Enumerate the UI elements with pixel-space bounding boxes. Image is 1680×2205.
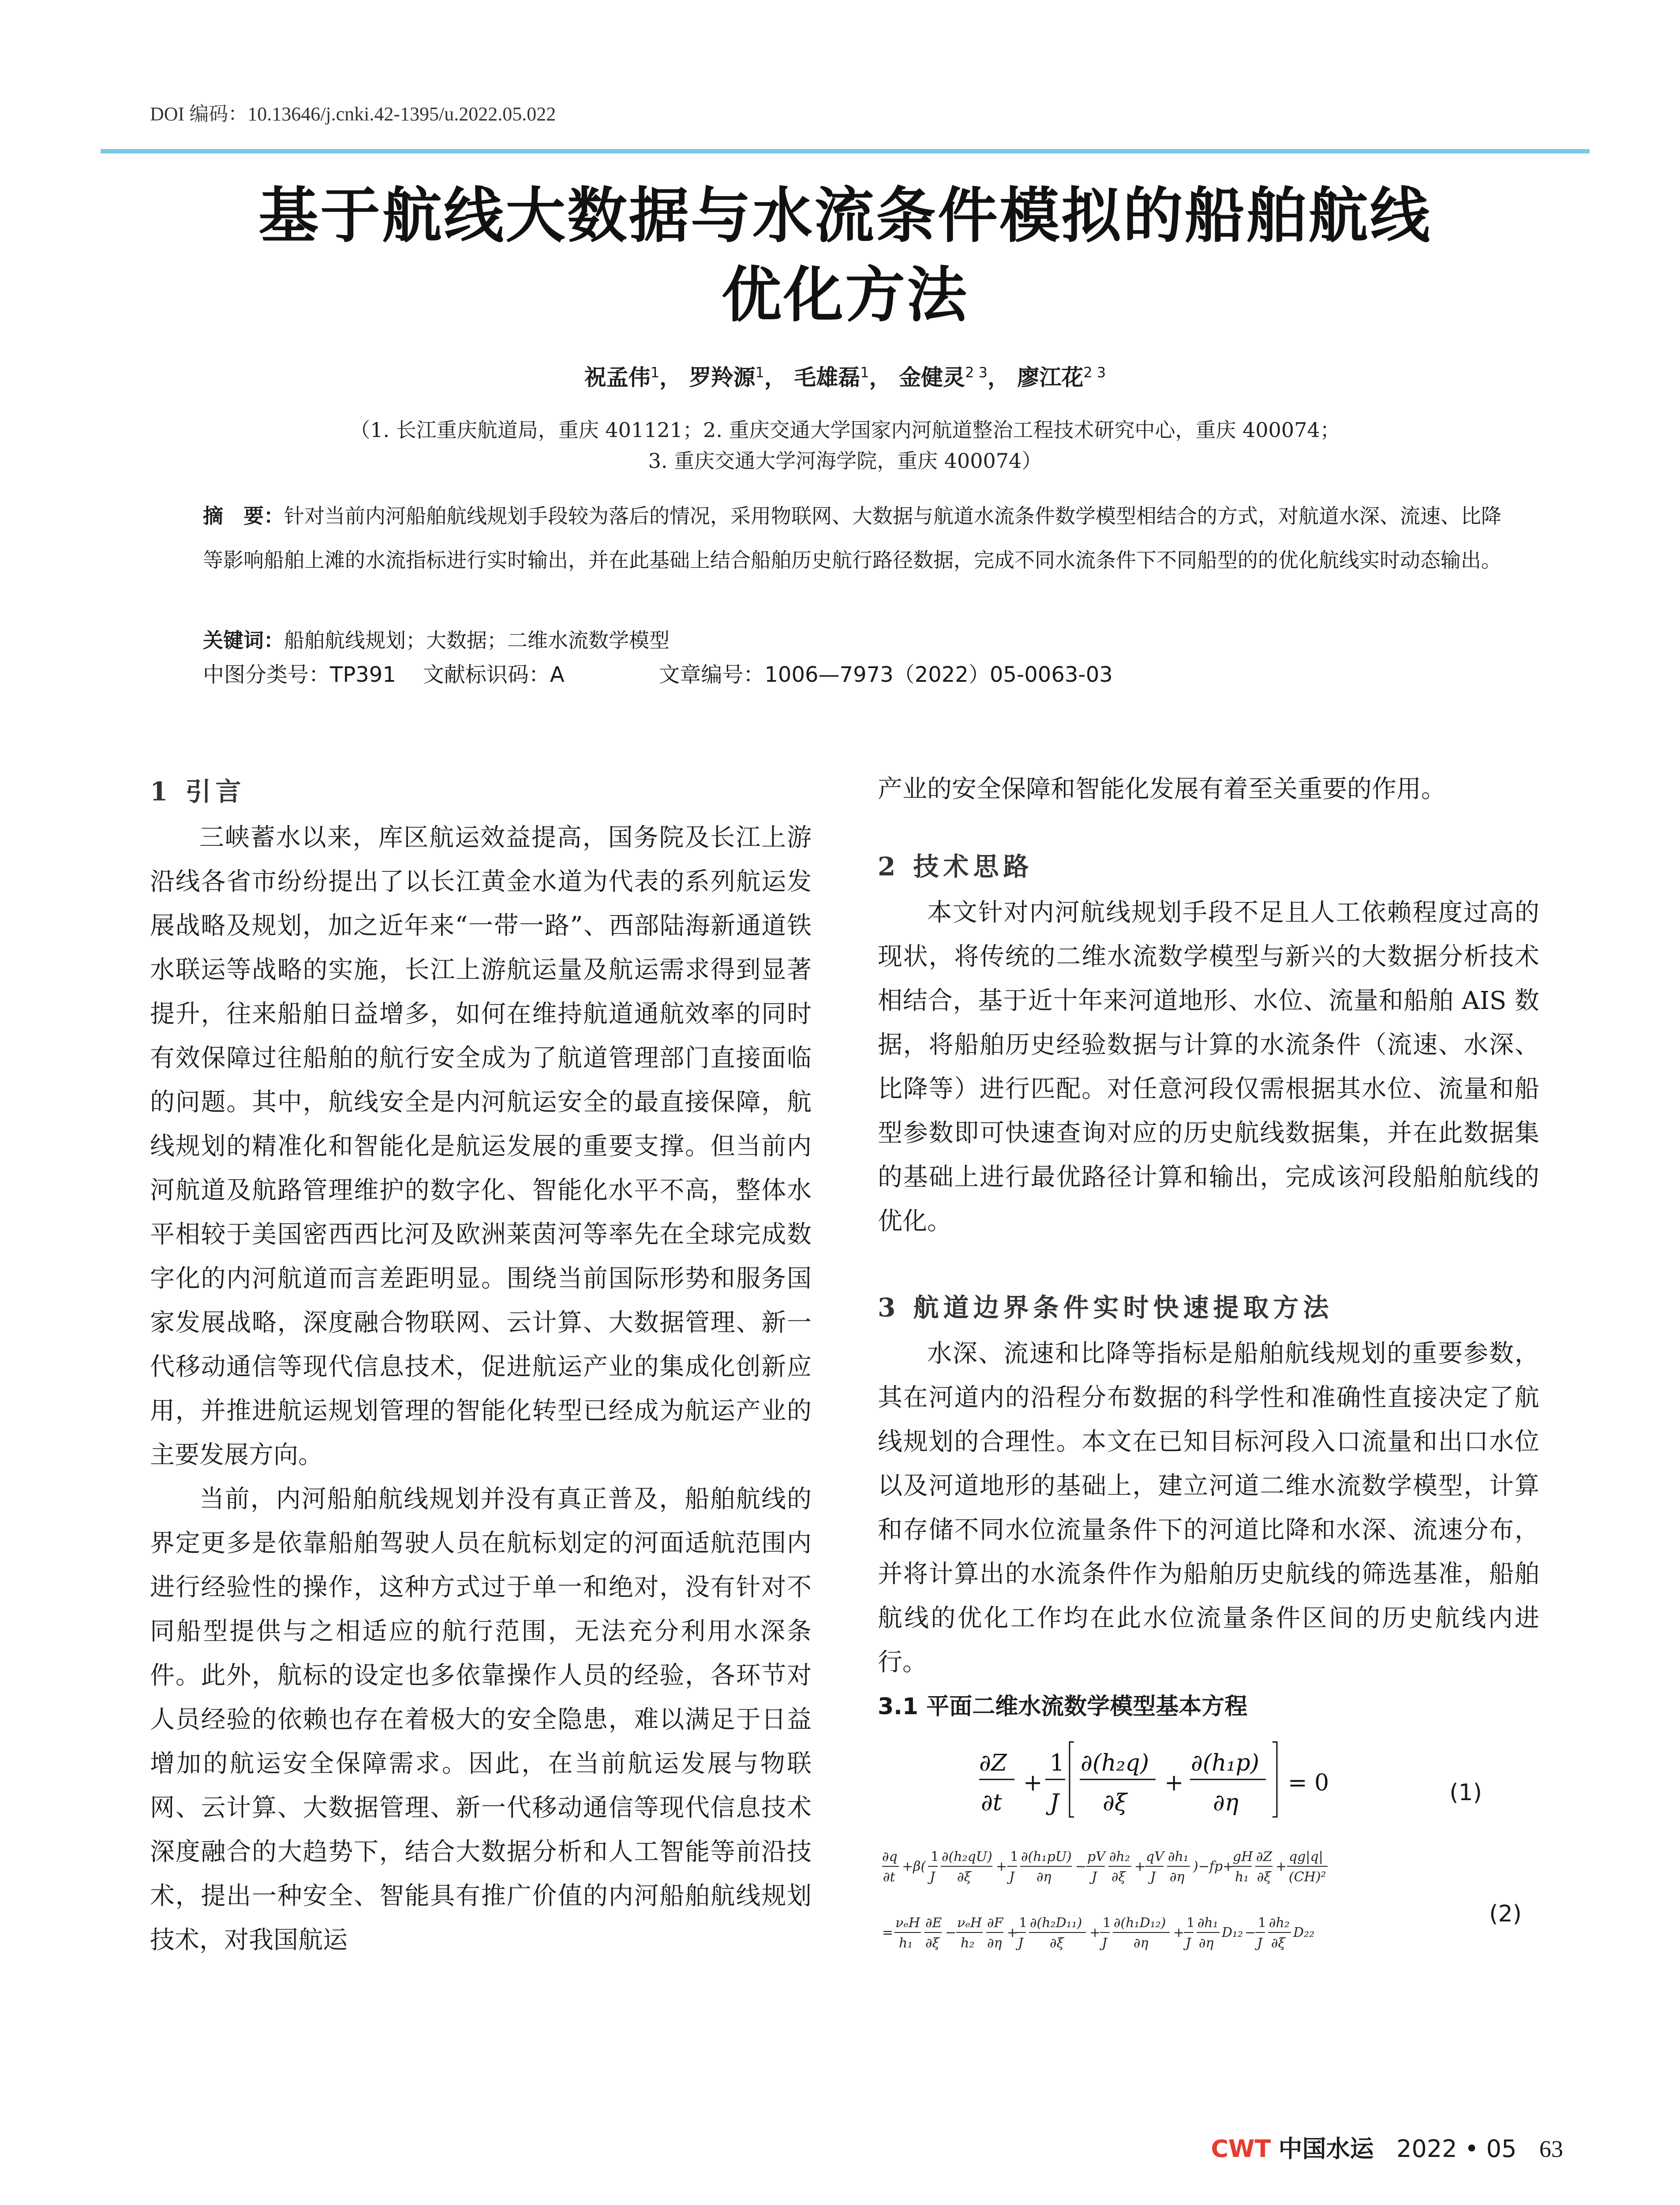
svg-text:∂(h₁p): ∂(h₁p)	[1191, 1750, 1260, 1776]
author-3: 毛雄磊$^1$	[794, 364, 869, 390]
svg-text:gH: gH	[1233, 1849, 1253, 1865]
svg-text:+: +	[1276, 1859, 1287, 1874]
author-list: 祝孟伟$^1$， 罗羚源$^1$， 毛雄磊$^1$， 金健灵$^{2 3}$， 廖江花$^{2 3}$	[584, 364, 1106, 390]
svg-text:∂η: ∂η	[1134, 1936, 1149, 1951]
svg-text:= 0: = 0	[1288, 1770, 1329, 1796]
svg-text:∂η: ∂η	[1036, 1869, 1051, 1885]
svg-text:1: 1	[931, 1849, 939, 1865]
svg-text:∂E: ∂E	[925, 1915, 942, 1931]
svg-text:∂ξ: ∂ξ	[957, 1869, 972, 1885]
svg-text:)−fp+: )−fp+	[1193, 1859, 1234, 1874]
abstract	[203, 494, 1504, 582]
svg-text:J: J	[1009, 1869, 1015, 1885]
journal-logo-cwt: CWT	[1211, 2135, 1271, 2163]
paragraph: 三峡蓄水以来，库区航运效益提高，国务院及长江上游沿线各省市纷纷提出了以长江黄金水道为代表的系列航运发展战略及规划，加之近年来“一带一路”、西部陆海新通道铁水联运等战略的实施，长江上游航运量及航运需求得到显著提升，往来船舶日益增多，如何在维持航道通航效率的同时有效保障过往船舶的航行安全成为了航道管理部门直接面临的问题。其中，航线安全是内河航运安全的最直接保障，航线规划的精准化和智能化是航运发展的重要支撑。但当前内河航道及航路管理维护的数字化、智能化水平不高，整体水平相较于美国密西西比河及欧洲莱茵河等率先在全球完成数字化的内河航道而言差距明显。围绕当前国际形势和服务国家发展战略，深度融合物联网、云计算、大数据管理、新一代移动通信等现代信息技术，促进航运产业的集成化创新应用，并推进航运规划管理的智能化转型已经成为航运产业的主要发展方向。	[150, 823, 812, 1469]
paragraph: 水深、流速和比降等指标是船舶航线规划的重要参数，其在河道内的沿程分布数据的科学性和准确性直接决定了航线规划的合理性。本文在已知目标河段入口流量和出口水位以及河道地形的基础上，建立河道二维水流数学模型，计算和存储不同水位流量条件下的河道比降和水深、流速分布，并将计算出的水流条件作为船舶历史航线的筛选基准，船舶航线的优化工作均在此水位流量条件区间的历史航线内进行。	[878, 1339, 1539, 1677]
svg-text:νₑH: νₑH	[895, 1915, 920, 1931]
svg-text:∂(h₁D₁₂): ∂(h₁D₁₂)	[1114, 1915, 1166, 1931]
svg-text:∂ξ: ∂ξ	[1271, 1936, 1286, 1951]
svg-text:+: +	[1089, 1925, 1101, 1940]
paragraph-continuation: 产业的安全保障和智能化发展有着至关重要的作用。	[878, 775, 1446, 804]
svg-text:h₁: h₁	[899, 1936, 913, 1951]
paragraph: 本文针对内河航线规划手段不足且人工依赖程度过高的现状，将传统的二维水流数学模型与新兴的大数据分析技术相结合，基于近十年来河道地形、水位、流量和船舶 AIS 数据，将船舶历史经验数据与计算的水流条件（流速、水深、比降等）进行匹配。对任意河段仅需根据其水位、流量和船型参数即可快速查询对应的历史航线数据集，并在此数据集的基础上进行最优路径计算和输出，完成该河段船舶航线的优化。	[878, 898, 1539, 1236]
svg-text:∂η: ∂η	[1170, 1869, 1185, 1885]
equation-2	[878, 1843, 1539, 1976]
subsection-3-1-heading: 3.1 平面二维水流数学模型基本方程	[878, 1693, 1248, 1720]
svg-text:h₂: h₂	[961, 1936, 975, 1951]
paper-title	[101, 176, 1590, 335]
svg-text:1: 1	[1258, 1915, 1267, 1931]
svg-text:−: −	[945, 1925, 957, 1940]
svg-text:J: J	[1050, 1790, 1059, 1816]
svg-text:∂ξ: ∂ξ	[1103, 1790, 1127, 1816]
equation-1-graphic	[979, 1729, 1464, 1839]
svg-text:∂t: ∂t	[883, 1869, 895, 1885]
abstract-text: 针对当前内河船舶航线规划手段较为落后的情况，采用物联网、大数据与航道水流条件数学模型相结合的方式，对航道水深、流速、比降等影响船舶上滩的水流指标进行实时输出，并在此基础上结合船舶历史航行路径数据，完成不同水流条件下不同船型的的优化航线实时动态输出。	[203, 504, 1501, 572]
svg-text:∂h₁: ∂h₁	[1197, 1915, 1218, 1931]
svg-text:∂η: ∂η	[1199, 1936, 1214, 1951]
author-4: 金健灵$^{2 3}$	[899, 364, 988, 390]
clc-number: 中图分类号：TP391	[203, 662, 396, 687]
equation-1-number: (1)	[1449, 1779, 1482, 1806]
svg-text:=: =	[882, 1925, 894, 1940]
svg-text:∂h₂: ∂h₂	[1109, 1849, 1130, 1865]
svg-text:−: −	[1075, 1859, 1087, 1874]
equation-2-number: (2)	[1489, 1901, 1522, 1927]
svg-text:+: +	[1173, 1925, 1185, 1940]
page-footer	[1211, 2130, 1563, 2164]
journal-name: 中国水运	[1278, 2135, 1374, 2163]
svg-text:J: J	[1092, 1869, 1097, 1885]
svg-text:∂q: ∂q	[882, 1849, 898, 1865]
header-rule	[101, 149, 1590, 153]
author-5: 廖江花$^{2 3}$	[1017, 364, 1106, 390]
svg-text:∂Z: ∂Z	[979, 1750, 1007, 1776]
svg-text:∂F: ∂F	[987, 1915, 1003, 1931]
svg-text:∂ξ: ∂ξ	[1257, 1869, 1272, 1885]
svg-text:+: +	[1007, 1925, 1018, 1940]
svg-text:1: 1	[1186, 1915, 1195, 1931]
svg-text:D₁₂: D₁₂	[1222, 1925, 1243, 1940]
left-column	[150, 767, 812, 1962]
keywords-label: 关键词：	[203, 628, 284, 652]
article-number: 文章编号：1006—7973（2022）05-0063-03	[659, 662, 1113, 687]
author-1: 祝孟伟$^1$	[584, 364, 660, 390]
equation-1	[878, 1729, 1539, 1843]
svg-text:+: +	[1023, 1770, 1043, 1796]
section-1-heading: 1 引言	[150, 777, 246, 807]
affiliations: （1. 长江重庆航道局，重庆 401121；2. 重庆交通大学国家内河航道整治工程技术研究中心，重庆 400074； 3. 重庆交通大学河海学院，重庆 400074）	[350, 418, 1340, 473]
paragraph: 当前，内河船舶航线规划并没有真正普及，船舶航线的界定更多是依靠船舶驾驶人员在航标划定的河面适航范围内进行经验性的操作，这种方式过于单一和绝对，没有针对不同船型提供与之相适应的航行范围，无法充分利用水深条件。此外，航标的设定也多依靠操作人员的经验，各环节对人员经验的依赖也存在着极大的安全隐患，难以满足于日益增加的航运安全保障需求。因此，在当前航运发展与物联网、云计算、大数据管理、新一代移动通信等现代信息技术深度融合的大趋势下，结合大数据分析和人工智能等前沿技术，提出一种安全、智能具有推广价值的内河船舶航线规划技术，对我国航运	[150, 1485, 812, 1955]
svg-text:+: +	[1164, 1770, 1184, 1796]
svg-text:1: 1	[1103, 1915, 1111, 1931]
svg-text:∂ξ: ∂ξ	[1050, 1936, 1064, 1951]
svg-text:J: J	[930, 1869, 935, 1885]
svg-text:∂(h₂qU): ∂(h₂qU)	[942, 1849, 992, 1865]
keywords-text: 船舶航线规划；大数据；二维水流数学模型	[284, 628, 670, 652]
svg-text:J: J	[1150, 1869, 1156, 1885]
svg-text:∂ξ: ∂ξ	[1111, 1869, 1126, 1885]
svg-text:−: −	[1245, 1925, 1256, 1940]
svg-text:J: J	[1102, 1936, 1108, 1951]
svg-text:+: +	[1134, 1859, 1146, 1874]
classification-line	[203, 653, 1504, 697]
svg-text:∂Z: ∂Z	[1256, 1849, 1272, 1865]
svg-text:J: J	[1018, 1936, 1024, 1951]
svg-text:∂(h₂D₁₁): ∂(h₂D₁₁)	[1030, 1915, 1082, 1931]
svg-text:1: 1	[1010, 1849, 1019, 1865]
svg-text:h₁: h₁	[1235, 1869, 1249, 1885]
author-2: 罗羚源$^1$	[689, 364, 764, 390]
svg-text:J: J	[1186, 1936, 1191, 1951]
right-column	[878, 767, 1539, 1976]
svg-text:∂(h₂q): ∂(h₂q)	[1081, 1750, 1149, 1776]
svg-text:∂t: ∂t	[981, 1790, 1002, 1816]
svg-text:qg|q|: qg|q|	[1289, 1849, 1323, 1865]
section-3-heading: 3 航道边界条件实时快速提取方法	[878, 1293, 1333, 1323]
abstract-label: 摘 要：	[203, 504, 284, 528]
title-line-1: 基于航线大数据与水流条件模拟的船舶航线	[258, 181, 1432, 251]
svg-text:(CH)²: (CH)²	[1289, 1869, 1326, 1885]
svg-text:+β(: +β(	[902, 1859, 926, 1874]
svg-text:∂h₁: ∂h₁	[1168, 1849, 1189, 1865]
svg-text:qV: qV	[1146, 1849, 1164, 1865]
title-line-2: 优化方法	[722, 261, 969, 330]
svg-text:∂h₂: ∂h₂	[1269, 1915, 1290, 1931]
svg-text:∂η: ∂η	[987, 1936, 1002, 1951]
svg-text:∂(h₁pU): ∂(h₁pU)	[1021, 1849, 1072, 1865]
section-2-heading: 2 技术思路	[878, 852, 1033, 882]
document-code: 文献标识码：A	[423, 662, 565, 687]
svg-text:νₑH: νₑH	[957, 1915, 982, 1931]
svg-text:+: +	[996, 1859, 1007, 1874]
svg-text:∂ξ: ∂ξ	[925, 1936, 940, 1951]
doi-line: DOI 编码：10.13646/j.cnki.42-1395/u.2022.05.022	[150, 103, 556, 125]
svg-text:∂η: ∂η	[1213, 1790, 1239, 1816]
svg-text:pV: pV	[1087, 1849, 1105, 1865]
svg-text:J: J	[1257, 1936, 1263, 1951]
page-number: 63	[1539, 2136, 1563, 2162]
svg-text:1: 1	[1050, 1750, 1065, 1776]
svg-text:D₂₂: D₂₂	[1293, 1925, 1315, 1940]
equation-2-graphic	[882, 1843, 1491, 1971]
svg-text:1: 1	[1019, 1915, 1028, 1931]
issue-number: 2022 • 05	[1396, 2135, 1517, 2163]
